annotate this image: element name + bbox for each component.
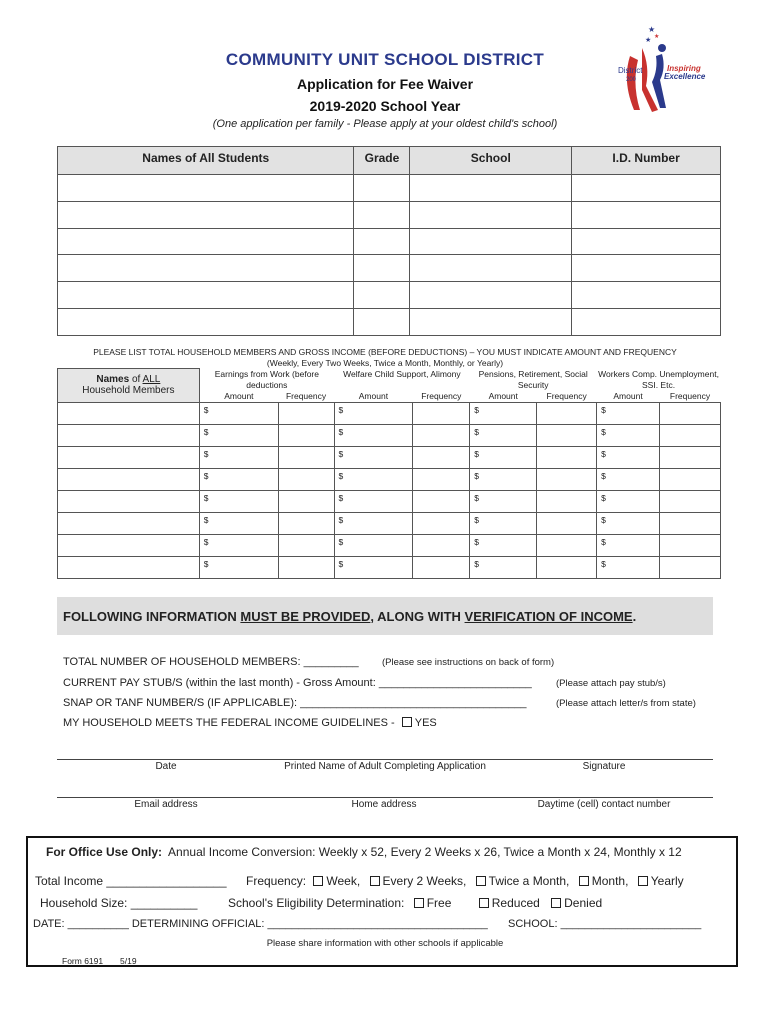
students-header-row [58,147,721,175]
freq-month-label: Month, [591,874,629,888]
household-members-note: (Please see instructions on back of form) [382,657,555,668]
frequency-cell[interactable] [278,490,334,512]
school-cell[interactable] [410,308,572,335]
frequency-cell[interactable] [278,468,334,490]
elig-free-label: Free [426,896,452,910]
frequency-label: Frequency [669,390,711,401]
amount-cell[interactable]: $ [470,534,537,556]
frequency-cell[interactable] [537,490,597,512]
amount-cell[interactable]: $ [470,446,537,468]
svg-text:★: ★ [648,26,656,34]
students-col-id: I.D. Number [572,147,721,175]
signature-line-1 [57,759,713,760]
frequency-cell[interactable] [659,446,720,468]
district-title: COMMUNITY UNIT SCHOOL DISTRICT [225,50,545,69]
district-logo [612,26,712,114]
frequency-label: Frequency [285,390,327,401]
table-row [58,255,721,282]
frequency-cell[interactable] [278,534,334,556]
amount-cell[interactable]: $ [334,490,413,512]
table-row [58,446,721,468]
table-row [58,556,721,578]
pay-stub-note: (Please attach pay stub/s) [556,678,666,689]
students-table [57,146,721,336]
all-label: ALL [142,374,161,386]
id-cell[interactable] [572,255,721,282]
guidelines-yes-checkbox[interactable] [402,717,412,727]
income-instructions [0,347,770,369]
freq-yearly-label: Yearly [650,874,684,888]
frequency-label: Frequency [421,390,462,401]
frequency-cell[interactable] [659,424,720,446]
frequency-cell[interactable] [659,490,720,512]
group-workers-comp: Workers Comp. Unemployment, SSI. Etc. [598,368,719,390]
share-note: Please share information with other schools if applicable [266,938,504,949]
amount-cell[interactable]: $ [199,490,278,512]
freq-week-checkbox[interactable] [313,876,323,886]
frequency-cell[interactable] [413,556,470,578]
frequency-cell[interactable] [659,468,720,490]
student-name-cell[interactable] [58,282,354,309]
frequency-cell[interactable] [537,424,597,446]
snap-line[interactable]: SNAP OR TANF NUMBER/S (IF APPLICABLE): _____________________________________ [63,697,527,709]
amount-cell[interactable]: $ [597,512,660,534]
amount-cell[interactable]: $ [597,424,660,446]
member-name-cell[interactable] [58,446,200,468]
banner-end: . [632,609,637,624]
amount-cell[interactable]: $ [199,556,278,578]
signature-line-2 [57,797,713,798]
id-cell[interactable] [572,308,721,335]
form-date: 5/19 [120,956,137,966]
freq-every2weeks-checkbox[interactable] [370,876,380,886]
group-earnings: Earnings from Work (before deductions [214,368,319,390]
table-row [58,512,721,534]
school-cell[interactable] [410,282,572,309]
names-label: Names [96,374,130,386]
student-name-cell[interactable] [58,201,354,228]
member-name-cell[interactable] [58,424,200,446]
household-members-header [58,369,200,403]
frequency-cell[interactable] [537,468,597,490]
svg-text:★: ★ [645,37,652,44]
frequency-cell[interactable] [659,534,720,556]
amount-cell[interactable]: $ [334,402,413,424]
income-note-line2: (Weekly, Every Two Weeks, Twice a Month, Monthly, or Yearly) [266,358,504,368]
amount-cell[interactable]: $ [199,512,278,534]
frequency-row-label: Frequency: [246,874,307,888]
amount-cell[interactable]: $ [199,534,278,556]
printed-name-caption: Printed Name of Adult Completing Application [284,761,486,772]
group-pensions: Pensions, Retirement, Social Security [478,368,588,390]
frequency-cell[interactable] [413,424,470,446]
student-name-cell[interactable] [58,228,354,255]
date-caption: Date [155,761,177,772]
member-name-cell[interactable] [58,512,200,534]
amount-cell[interactable]: $ [334,556,413,578]
freq-week-label: Week, [326,874,361,888]
verification-banner [57,597,713,635]
banner-verification: VERIFICATION OF INCOME [464,609,633,624]
school-cell[interactable] [410,228,572,255]
income-note-line1: PLEASE LIST TOTAL HOUSEHOLD MEMBERS AND GROSS INCOME (BEFORE DEDUCTIONS) – YOU MUST INDICATE AMOUNT AND FREQUENCY [93,347,677,357]
frequency-cell[interactable] [278,556,334,578]
daytime-contact-caption: Daytime (cell) contact number [537,799,671,810]
amount-cell[interactable]: $ [597,556,660,578]
frequency-cell[interactable] [413,512,470,534]
frequency-cell[interactable] [537,512,597,534]
amount-label: Amount [358,390,389,401]
school-cell[interactable] [410,175,572,202]
household-members-line[interactable]: TOTAL NUMBER OF HOUSEHOLD MEMBERS: _________ [63,656,359,668]
school-year: 2019-2020 School Year [309,98,461,114]
logo-number-text: 200 [626,77,637,83]
frequency-cell[interactable] [659,402,720,424]
amount-label: Amount [224,390,254,401]
students-col-school: School [410,147,572,175]
id-cell[interactable] [572,282,721,309]
amount-cell[interactable]: $ [199,468,278,490]
amount-cell[interactable]: $ [597,468,660,490]
table-row [58,282,721,309]
amount-cell[interactable]: $ [199,402,278,424]
frequency-cell[interactable] [278,512,334,534]
frequency-row [246,874,684,888]
grade-cell[interactable] [354,308,410,335]
amount-cell[interactable]: $ [470,468,537,490]
table-row [58,308,721,335]
grade-cell[interactable] [354,228,410,255]
elig-reduced-label: Reduced [491,896,540,910]
table-row [58,201,721,228]
amount-label: Amount [613,390,643,401]
date-official-field[interactable]: DATE: __________ DETERMINING OFFICIAL: ____________________________________ [33,918,488,930]
school-cell[interactable] [410,201,572,228]
amount-cell[interactable]: $ [597,402,660,424]
amount-label: Amount [488,390,518,401]
frequency-cell[interactable] [278,424,334,446]
frequency-cell[interactable] [413,446,470,468]
amount-cell[interactable]: $ [199,424,278,446]
member-name-cell[interactable] [58,556,200,578]
banner-mid: , ALONG WITH [370,609,465,624]
table-row [58,490,721,512]
elig-denied-label: Denied [564,896,603,910]
amount-cell[interactable]: $ [470,424,537,446]
frequency-cell[interactable] [278,402,334,424]
of-label: of [131,374,141,386]
amount-cell[interactable]: $ [334,468,413,490]
amount-cell[interactable]: $ [199,446,278,468]
household-size-field[interactable]: Household Size: __________ [40,896,198,910]
table-row [58,534,721,556]
school-field[interactable]: SCHOOL: _______________________ [508,918,702,930]
student-name-cell[interactable] [58,308,354,335]
banner-must: MUST BE PROVIDED [240,609,371,624]
elig-free-checkbox[interactable] [414,898,424,908]
students-col-names: Names of All Students [58,147,354,175]
elig-reduced-checkbox[interactable] [479,898,489,908]
logo-slogan-2: Excellence [664,72,706,81]
amount-cell[interactable]: $ [334,446,413,468]
frequency-cell[interactable] [537,556,597,578]
eligibility-label: School's Eligibility Determination: [228,896,405,910]
member-name-cell[interactable] [58,534,200,556]
amount-cell[interactable]: $ [334,512,413,534]
office-use-label: For Office Use Only: [46,845,163,859]
signature-caption: Signature [582,761,626,772]
snap-note: (Please attach letter/s from state) [556,698,696,709]
amount-cell[interactable]: $ [334,534,413,556]
student-name-cell[interactable] [58,255,354,282]
frequency-cell[interactable] [537,402,597,424]
form-number: Form 6191 [62,956,104,966]
student-name-cell[interactable] [58,175,354,202]
frequency-label: Frequency [546,390,587,401]
frequency-cell[interactable] [413,468,470,490]
frequency-cell[interactable] [659,556,720,578]
school-cell[interactable] [410,255,572,282]
guidelines-label: MY HOUSEHOLD MEETS THE FEDERAL INCOME GUIDELINES - [63,717,395,729]
household-members-label: Household Members [82,385,175,397]
frequency-cell[interactable] [413,534,470,556]
amount-cell[interactable]: $ [597,534,660,556]
freq-twicemonth-checkbox[interactable] [476,876,486,886]
grade-cell[interactable] [354,255,410,282]
banner-prefix: FOLLOWING INFORMATION [63,609,241,624]
group-welfare: Welfare Child Support, Alimony [343,368,461,379]
table-row [58,175,721,202]
freq-yearly-checkbox[interactable] [638,876,648,886]
pay-stub-line[interactable]: CURRENT PAY STUB/S (within the last month) - Gross Amount: _________________________ [63,677,532,689]
grade-cell[interactable] [354,282,410,309]
guidelines-line [63,717,437,729]
logo-slogan-1: Inspiring [667,64,701,73]
member-name-cell[interactable] [58,490,200,512]
id-cell[interactable] [572,201,721,228]
table-row [58,402,721,424]
application-instructions: (One application per family - Please apply at your oldest child's school) [212,118,558,130]
freq-month-checkbox[interactable] [579,876,589,886]
students-col-grade: Grade [354,147,410,175]
amount-cell[interactable]: $ [470,512,537,534]
grade-cell[interactable] [354,175,410,202]
table-row [58,424,721,446]
amount-cell[interactable]: $ [470,402,537,424]
amount-cell[interactable]: $ [334,424,413,446]
form-title: Application for Fee Waiver [296,76,474,92]
svg-text:★: ★ [654,34,660,40]
income-group-header-row [58,369,721,391]
guidelines-yes-label: YES [414,717,437,729]
office-use-header [46,845,682,859]
amount-cell[interactable]: $ [470,556,537,578]
id-cell[interactable] [572,228,721,255]
frequency-cell[interactable] [537,446,597,468]
household-income-table [57,368,721,579]
id-cell[interactable] [572,175,721,202]
table-row [58,468,721,490]
amount-cell[interactable]: $ [597,490,660,512]
freq-every2weeks-label: Every 2 Weeks, [382,874,467,888]
income-conversion-text: Annual Income Conversion: Weekly x 52, Every 2 Weeks x 26, Twice a Month x 24, Monthly x 12 [168,845,682,859]
logo-district-text: District [618,66,643,75]
frequency-cell[interactable] [413,490,470,512]
home-address-caption: Home address [351,799,417,810]
freq-twicemonth-label: Twice a Month, [488,874,570,888]
total-income-field[interactable]: Total Income __________________ [35,874,227,888]
frequency-cell[interactable] [413,402,470,424]
elig-denied-checkbox[interactable] [551,898,561,908]
grade-cell[interactable] [354,201,410,228]
table-row [58,228,721,255]
amount-cell[interactable]: $ [597,446,660,468]
member-name-cell[interactable] [58,402,200,424]
frequency-cell[interactable] [537,534,597,556]
eligibility-row [228,896,602,910]
frequency-cell[interactable] [278,446,334,468]
email-caption: Email address [134,799,198,810]
frequency-cell[interactable] [659,512,720,534]
amount-cell[interactable]: $ [470,490,537,512]
member-name-cell[interactable] [58,468,200,490]
